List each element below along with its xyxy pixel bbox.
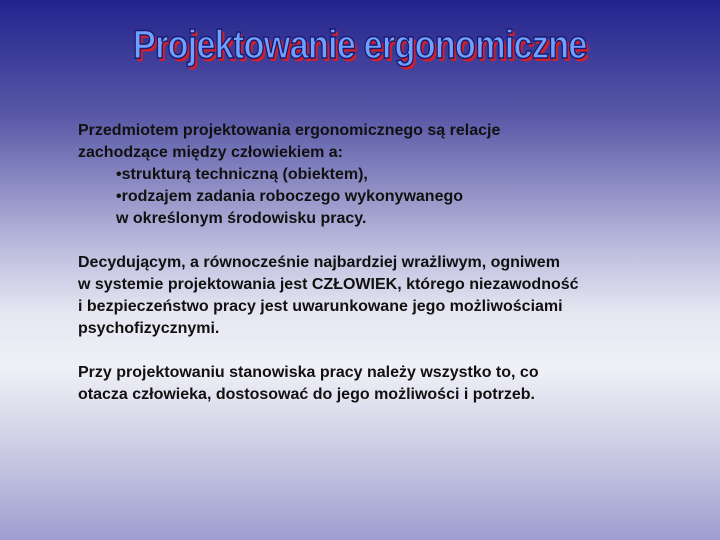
paragraph-line: i bezpieczeństwo pracy jest uwarunkowane jego możliwościami [78, 298, 563, 315]
paragraph-line: otacza człowieka, dostosować do jego możliwości i potrzeb. [78, 386, 535, 403]
paragraph-line: zachodzące między człowiekiem a: [78, 144, 343, 161]
paragraph-human [78, 252, 658, 340]
paragraph-line: w systemie projektowania jest CZŁOWIEK, którego niezawodność [78, 276, 579, 293]
bullet-item-task-continuation: w określonym środowisku pracy. [116, 210, 367, 227]
slide-content [78, 120, 658, 428]
paragraph-line: Decydującym, a równocześnie najbardziej wrażliwym, ogniwem [78, 254, 560, 271]
paragraph-line: Przy projektowaniu stanowiska pracy należy wszystko to, co [78, 364, 539, 381]
title-container [0, 14, 720, 76]
slide-title: Projektowanie ergonomiczne [133, 23, 587, 67]
bullet-item-structure: •strukturą techniczną (obiektem), [116, 166, 368, 183]
paragraph-line: psychofizycznymi. [78, 320, 220, 337]
paragraph-workstation [78, 362, 658, 406]
bullet-item-task: •rodzajem zadania roboczego wykonywanego [116, 188, 464, 205]
paragraph-subject [78, 120, 658, 230]
paragraph-line: Przedmiotem projektowania ergonomicznego są relacje [78, 122, 501, 139]
